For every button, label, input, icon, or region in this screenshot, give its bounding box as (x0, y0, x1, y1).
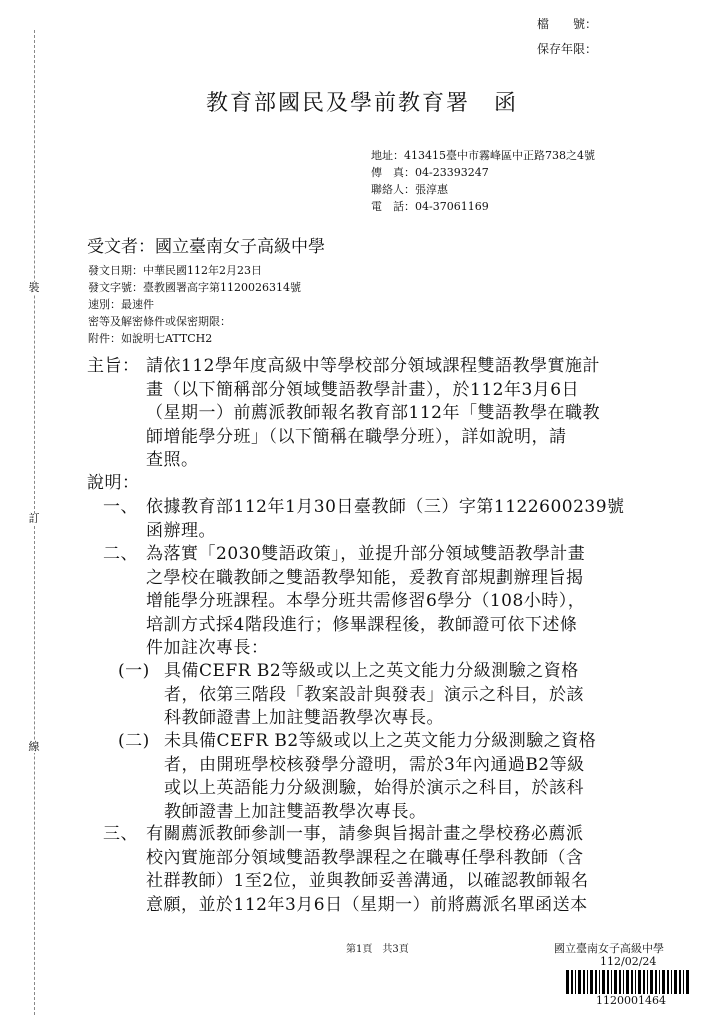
item-line: 函辦理。 (146, 520, 216, 541)
contact-fax: 傳 真：04-23393247 (371, 166, 489, 179)
item-line: 校內實施部分領域雙語教學課程之在職專任學科教師（含 (146, 847, 584, 868)
delivery-speed: 速別：最速件 (88, 298, 154, 311)
item-line: 有關薦派教師參訓一事，請參與旨揭計畫之學校務必薦派 (146, 824, 584, 844)
footer-receiver: 國立臺南女子高級中學 (554, 942, 664, 955)
retention-period-label: 保存年限： (536, 42, 597, 56)
document-title: 教育部國民及學前教育署 函 (205, 91, 518, 116)
item-line: 意願，並於112年3月6日（星期一）前將薦派名單函送本 (146, 894, 588, 915)
item-3-number: 三、 (103, 824, 138, 844)
explanation-label: 說明： (87, 473, 140, 493)
recipient: 受文者：國立臺南女子高級中學 (87, 237, 325, 257)
item-line: 之學校在職教師之雙語教學知能，爰教育部規劃辦理旨揭 (146, 567, 584, 588)
subitem-2-number: (二) (118, 731, 150, 751)
subject-line: 請依112學年度高級中等學校部分領域課程雙語教學實施計 (146, 356, 600, 376)
issue-date: 發文日期：中華民國112年2月23日 (88, 264, 262, 277)
subitem-1-body (164, 660, 584, 731)
item-line: 培訓方式採4階段進行；修畢課程後，教師證可依下述條 (146, 614, 578, 635)
item-1-number: 一、 (103, 497, 138, 517)
subitem-line: 或以上英語能力分級測驗，始得於演示之科目，於該科 (164, 778, 584, 798)
subitem-2-body (164, 730, 596, 824)
subitem-line: 者，依第三階段「教案設計與發表」演示之科目，於該 (164, 684, 584, 705)
item-line: 增能學分班課程。本學分班共需修習6學分（108小時）， (146, 591, 586, 611)
subject-line: （星期一）前薦派教師報名教育部112年「雙語教學在職教 (146, 403, 600, 423)
contact-person: 聯絡人：張淳惠 (371, 183, 448, 196)
subject-body (146, 355, 600, 473)
subject-label: 主旨： (87, 356, 140, 376)
subitem-line: 科教師證書上加註雙語教學次專長。 (164, 708, 444, 728)
item-1-body (146, 496, 625, 543)
subitem-line: 具備CEFR B2等級或以上之英文能力分級測驗之資格 (164, 661, 579, 681)
barcode (566, 970, 690, 994)
item-line: 社群教師）1至2位，並與教師妥善溝通，以確認教師報名 (146, 871, 589, 891)
subject-line: 查照。 (146, 450, 199, 470)
page-number: 第1頁 共3頁 (346, 944, 409, 955)
attachment: 附件：如說明七ATTCH2 (88, 332, 213, 345)
subitem-1-number: (一) (118, 661, 150, 681)
item-2-number: 二、 (103, 544, 138, 564)
subject-line: 畫（以下簡稱部分領域雙語教學計畫），於112年3月6日 (146, 379, 580, 400)
contact-phone: 電 話：04-37061169 (371, 200, 489, 213)
file-number-label: 檔 號： (536, 17, 597, 31)
subitem-line: 未具備CEFR B2等級或以上之英文能力分級測驗之資格 (164, 731, 597, 751)
binding-mark-ding: 訂 (28, 512, 40, 525)
barcode-number: 1120001464 (596, 994, 666, 1007)
item-line: 為落實「2030雙語政策」，並提升部分領域雙語教學計畫 (146, 544, 586, 564)
item-2-body (146, 543, 585, 661)
footer-date: 112/02/24 (600, 955, 657, 968)
item-3-body (146, 823, 589, 917)
subitem-line: 教師證書上加註雙語教學次專長。 (164, 801, 427, 822)
secrecy-level: 密等及解密條件或保密期限： (88, 315, 231, 328)
contact-address: 地址：413415臺中市霧峰區中正路738之4號 (371, 149, 595, 162)
document-number: 發文字號：臺教國署高字第1120026314號 (88, 281, 301, 294)
item-line: 依據教育部112年1月30日臺教師（三）字第1122600239號 (146, 497, 625, 517)
binding-mark-xian: 線 (28, 740, 40, 753)
binding-mark-zhuang: 裝 (28, 281, 40, 294)
subject-line: 師增能學分班」（以下簡稱在職學分班），詳如說明，請 (146, 426, 567, 447)
subitem-line: 者，由開班學校核發學分證明，需於3年內通過B2等級 (164, 754, 585, 775)
item-line: 件加註次專長： (146, 638, 269, 658)
